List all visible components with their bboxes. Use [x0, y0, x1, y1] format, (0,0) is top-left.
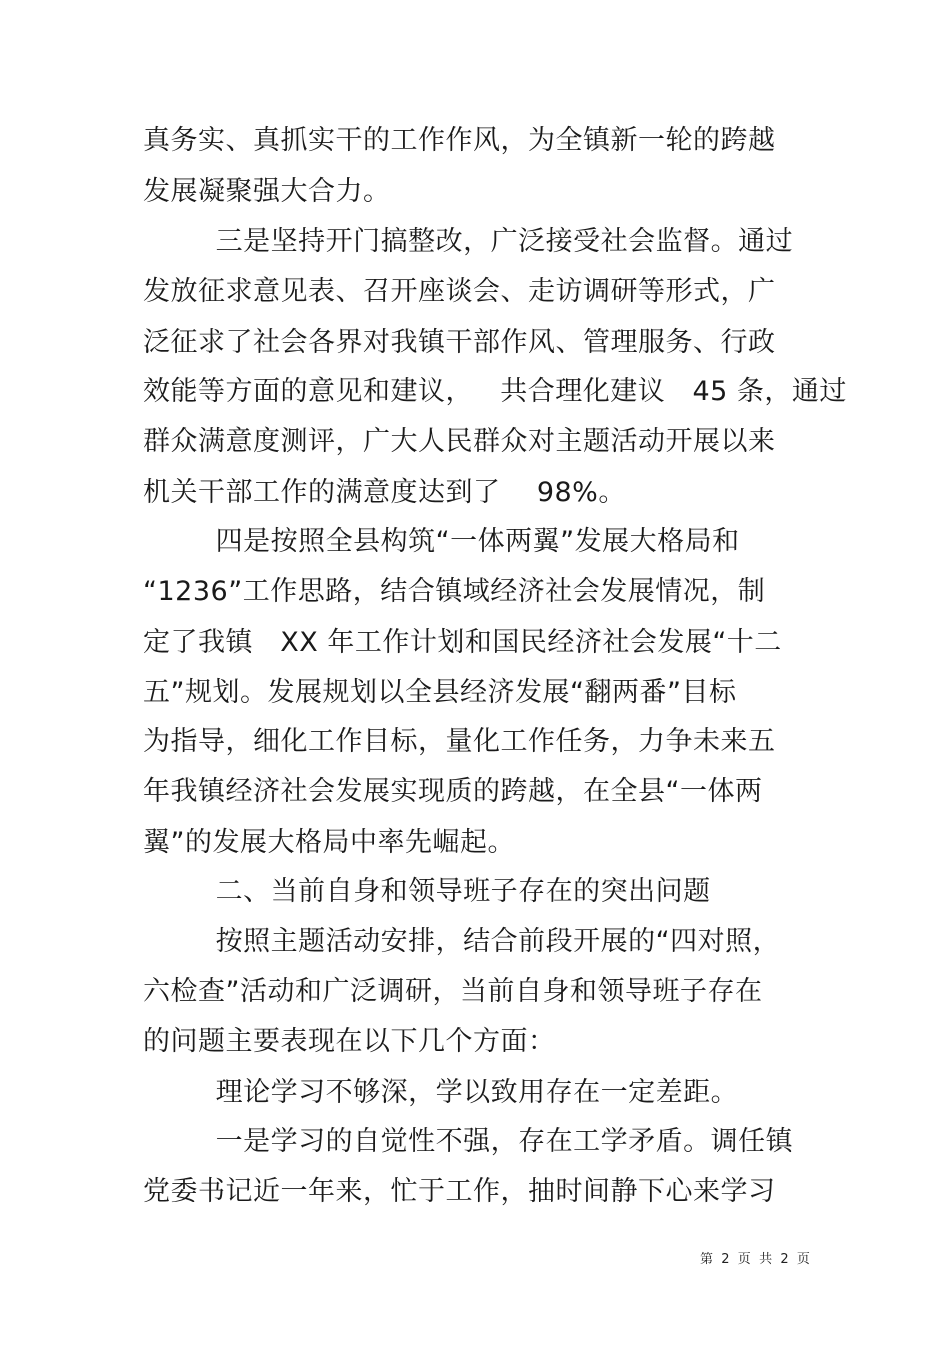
- text-line: 翼”的发展大格局中率先崛起。: [143, 827, 515, 858]
- text-line: 泛征求了社会各界对我镇干部作风、管理服务、行政: [143, 327, 776, 358]
- text-line: 发放征求意见表、召开座谈会、走访调研等形式，广: [143, 276, 776, 307]
- text-line: 发展凝聚强大合力。: [143, 176, 391, 207]
- text-line: 的问题主要表现在以下几个方面：: [143, 1026, 556, 1057]
- text-line: 为指导，细化工作目标，量化工作任务，力争未来五: [143, 726, 776, 757]
- text-line: 四是按照全县构筑“一体两翼”发展大格局和: [143, 526, 740, 557]
- text-line: 一是学习的自觉性不强，存在工学矛盾。调任镇: [143, 1126, 794, 1157]
- text-line: 党委书记近一年来，忙于工作，抽时间静下心来学习: [143, 1176, 776, 1207]
- text-line: 效能等方面的意见和建议， 共合理化建议 45 条，通过: [143, 376, 847, 407]
- page-number-footer: 第 2 页 共 2 页: [700, 1252, 810, 1267]
- text-line: 五”规划。发展规划以全县经济发展“翻两番”目标: [143, 677, 737, 708]
- text-line: 年我镇经济社会发展实现质的跨越，在全县“一体两: [143, 776, 763, 807]
- text-line: 按照主题活动安排，结合前段开展的“四对照，: [143, 926, 781, 957]
- text-line: 机关干部工作的满意度达到了 98%。: [143, 477, 626, 508]
- text-line: “1236”工作思路，结合镇域经济社会发展情况，制: [143, 576, 766, 607]
- text-line: 理论学习不够深，学以致用存在一定差距。: [143, 1077, 739, 1108]
- text-line: 三是坚持开门搞整改，广泛接受社会监督。通过: [143, 226, 794, 257]
- text-line: 群众满意度测评，广大人民群众对主题活动开展以来: [143, 426, 776, 457]
- text-line: 真务实、真抓实干的工作作风，为全镇新一轮的跨越: [143, 125, 776, 156]
- section-heading: 二、当前自身和领导班子存在的突出问题: [143, 876, 711, 907]
- text-line: 六检查”活动和广泛调研，当前自身和领导班子存在: [143, 976, 763, 1007]
- text-line: 定了我镇 XX 年工作计划和国民经济社会发展“十二: [143, 627, 782, 658]
